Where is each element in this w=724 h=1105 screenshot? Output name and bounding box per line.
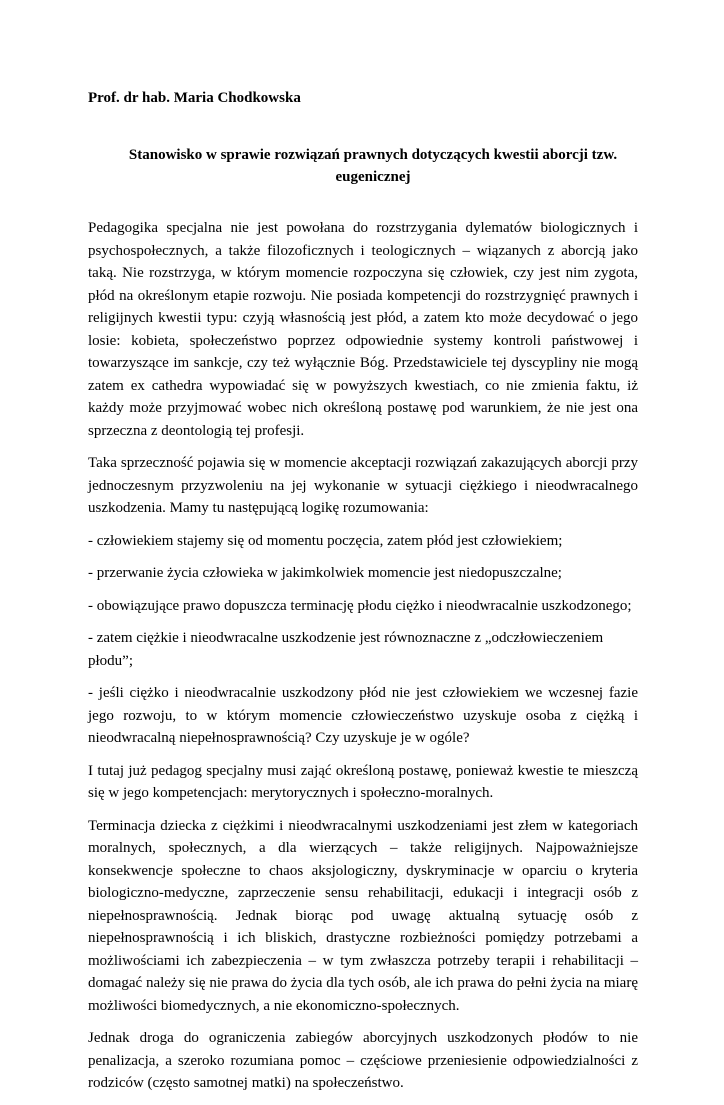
reasoning-item: - zatem ciężkie i nieodwracalne uszkodzenie jest równoznaczne z „odczłowieczeniem płodu”; <box>88 630 604 669</box>
document-body <box>88 217 638 1105</box>
reasoning-item: - człowiekiem stajemy się od momentu poczęcia, zatem płód jest człowiekiem; <box>88 532 563 549</box>
paragraph-contradiction: Taka sprzeczność pojawia się w momencie akceptacji rozwiązań zakazujących aborcji przy jednoczesnym przyzwoleniu na jej wykonanie w sytuacji ciężkiego i nieodwracalnego uszkodzenia. Mamy tu następującą logikę rozumowania: <box>88 455 638 516</box>
paragraph-pedagogue: I tutaj już pedagog specjalny musi zająć określoną postawę, ponieważ kwestie te mieszczą się w jego kompetencjach: merytorycznych i społeczno-moralnych. <box>88 762 638 801</box>
document-title: Stanowisko w sprawie rozwiązań prawnych dotyczących kwestii aborcji tzw. eugenicznej <box>128 147 618 185</box>
reasoning-item: - przerwanie życia człowieka w jakimkolwiek momencie jest niedopuszczalne; <box>88 565 562 581</box>
paragraph-termination: Terminacja dziecka z ciężkimi i nieodwracalnymi uszkodzeniami jest złem w kategoriach moralnych, społecznych, a dla wierzących – także religijnych. Najpoważniejsze konsekwencje społeczne to chaos aksjologiczny, dyskryminacje w oparciu o kryteria biologiczno-medyczne, zaprzeczenie sensu rehabilitacji, edukacji i integracji osób z niepełnosprawnością. Jednak biorąc pod uwagę aktualną sytuację osób z niepełnosprawnością i ich bliskich, drastyczne rozbieżności pomiędzy potrzebami a możliwościami ich zabezpieczenia – w tym zwłaszcza potrzeby terapii i rehabilitacji – domagać należy się nie prawa do życia dla tych osób, ale ich prawa do pełni życia na miarę możliwości biomedycznych, a nie ekonomiczno-społecznych. <box>88 817 638 1014</box>
paragraph-conclusion: Jednak droga do ograniczenia zabiegów aborcyjnych uszkodzonych płodów to nie penalizacja, a szeroko rozumiana pomoc – częściowe przeniesienie odpowiedzialności z rodziców (często samotnej matki) na społeczeństwo. <box>88 1030 638 1091</box>
reasoning-item: - obowiązujące prawo dopuszcza terminację płodu ciężko i nieodwracalnie uszkodzonego; <box>88 597 632 614</box>
reasoning-item: - jeśli ciężko i nieodwracalnie uszkodzony płód nie jest człowiekiem we wczesnej fazie jego rozwoju, to w którym momencie człowieczeństwo uzyskuje osoba z ciężką i nieodwracalną niepełnosprawnością? Czy uzyskuje je w ogóle? <box>88 685 638 746</box>
author-name: Prof. dr hab. Maria Chodkowska <box>88 90 301 106</box>
paragraph-intro: Pedagogika specjalna nie jest powołana do rozstrzygania dylematów biologicznych i psychospołecznych, a także filozoficznych i teologicznych – wiązanych z aborcją jako taką. Nie rozstrzyga, w którym momencie rozpoczyna się człowiek, czy jest nim zygota, płód na określonym etapie rozwoju. Nie posiada kompetencji do rozstrzygnięć prawnych i religijnych kwestii typu: czyją własnością jest płód, a zatem kto może decydować o jego losie: kobieta, społeczeństwo poprzez odpowiednie systemy kontroli państwowej i towarzyszące im sankcje, czy też wyłącznie Bóg. Przedstawiciele tej dyscypliny nie mogą zatem ex cathedra wypowiadać się w powyższych kwestiach, co nie zmienia faktu, iż każdy może przyjmować wobec nich określoną postawę pod warunkiem, że nie jest ona sprzeczna z deontologią tej profesji. <box>88 220 638 439</box>
